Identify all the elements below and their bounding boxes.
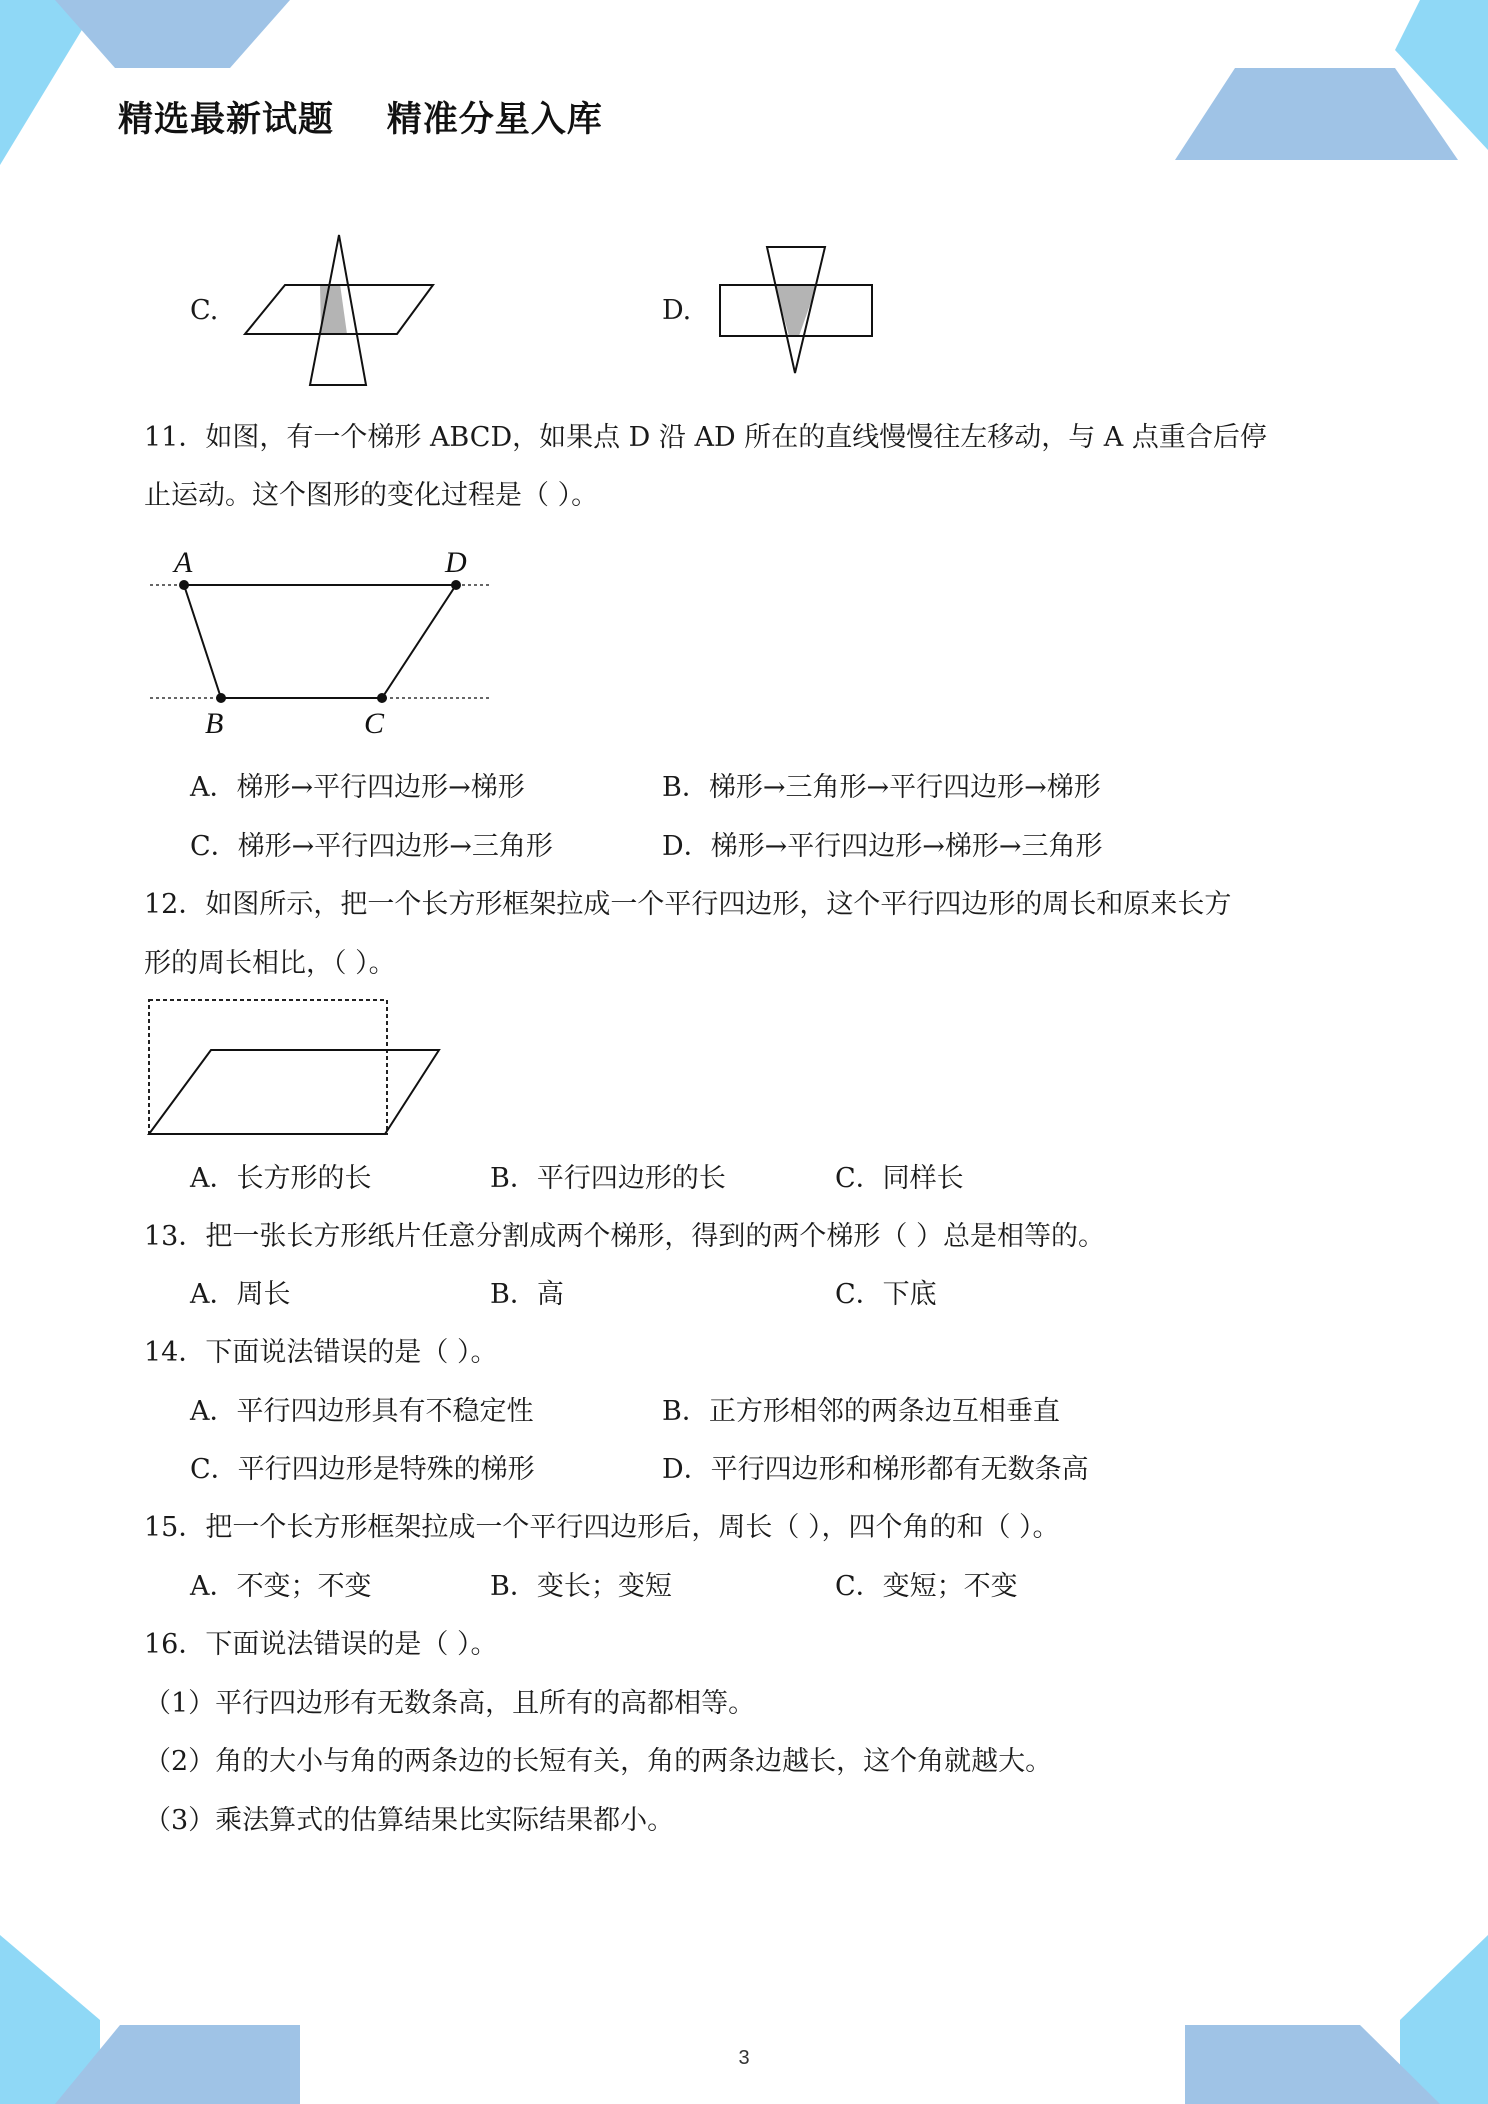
q12-option-b[interactable]: B．平行四边形的长 [490,1163,726,1194]
q14-question: 14．下面说法错误的是（ ）。 [144,1337,498,1368]
q14-option-a[interactable]: A．平行四边形具有不稳定性 [190,1396,534,1427]
q11-option-c[interactable]: C．梯形→平行四边形→三角形 [190,831,553,862]
q10-option-d-label: D. [662,295,692,326]
q11-label-d: D [445,546,467,579]
q15-option-b[interactable]: B．变长；变短 [490,1571,672,1602]
q11-label-c: C [364,707,385,740]
q11-option-b[interactable]: B．梯形→三角形→平行四边形→梯形 [662,772,1101,803]
q11-point-d [451,580,461,590]
q12-question-line1: 12．如图所示，把一个长方形框架拉成一个平行四边形，这个平行四边形的周长和原来长方 [144,889,1232,920]
q13-option-c[interactable]: C．下底 [835,1279,937,1310]
q11-option-a[interactable]: A．梯形→平行四边形→梯形 [190,772,525,803]
q11-trapezoid-figure [145,540,505,740]
q11-label-a: A [174,546,193,579]
q11-label-b: B [205,707,224,740]
q10-option-c-label: C. [190,295,219,326]
q11-question-line2: 止运动。这个图形的变化过程是（ ）。 [144,480,599,511]
q13-option-a[interactable]: A．周长 [190,1279,291,1310]
q16-question: 16．下面说法错误的是（ ）。 [144,1629,498,1660]
q14-option-c[interactable]: C．平行四边形是特殊的梯形 [190,1454,535,1485]
q11-question-line1: 11．如图，有一个梯形 ABCD，如果点 D 沿 AD 所在的直线慢慢往左移动，与 A 点重合后停 [144,422,1267,453]
q16-statement-1: （1）平行四边形有无数条高，且所有的高都相等。 [144,1688,756,1719]
q12-option-c[interactable]: C．同样长 [835,1163,964,1194]
q10-figure-d [715,240,875,380]
q11-point-b [216,693,226,703]
q11-option-d[interactable]: D．梯形→平行四边形→梯形→三角形 [662,831,1103,862]
q13-option-b[interactable]: B．高 [490,1279,564,1310]
q15-option-c[interactable]: C．变短；不变 [835,1571,1018,1602]
q12-question-line2: 形的周长相比，（ ）。 [144,948,396,979]
q12-parallelogram [149,1050,439,1134]
q16-statement-3: （3）乘法算式的估算结果比实际结果都小。 [144,1805,675,1836]
q11-trapezoid [184,585,456,698]
q10-figure-c [240,230,440,390]
top-left-trapezoid [55,0,290,68]
top-right-trapezoid [1175,68,1458,160]
q15-question: 15．把一个长方形框架拉成一个平行四边形后，周长（ ），四个角的和（ ）。 [144,1512,1060,1543]
q14-option-b[interactable]: B．正方形相邻的两条边互相垂直 [662,1396,1060,1427]
q16-statement-2: （2）角的大小与角的两条边的长短有关，角的两条边越长，这个角就越大。 [144,1746,1053,1777]
header-title: 精选最新试题 精准分星入库 [118,100,603,140]
page-number: 3 [738,2047,750,2069]
q12-dotted-rectangle [149,1000,387,1134]
q12-frame-figure [145,995,445,1145]
q15-option-a[interactable]: A．不变；不变 [190,1571,372,1602]
q11-point-a [179,580,189,590]
q11-point-c [377,693,387,703]
q13-question: 13．把一张长方形纸片任意分割成两个梯形，得到的两个梯形（ ）总是相等的。 [144,1221,1105,1252]
q14-option-d[interactable]: D．平行四边形和梯形都有无数条高 [662,1454,1089,1485]
q12-option-a[interactable]: A．长方形的长 [190,1163,372,1194]
